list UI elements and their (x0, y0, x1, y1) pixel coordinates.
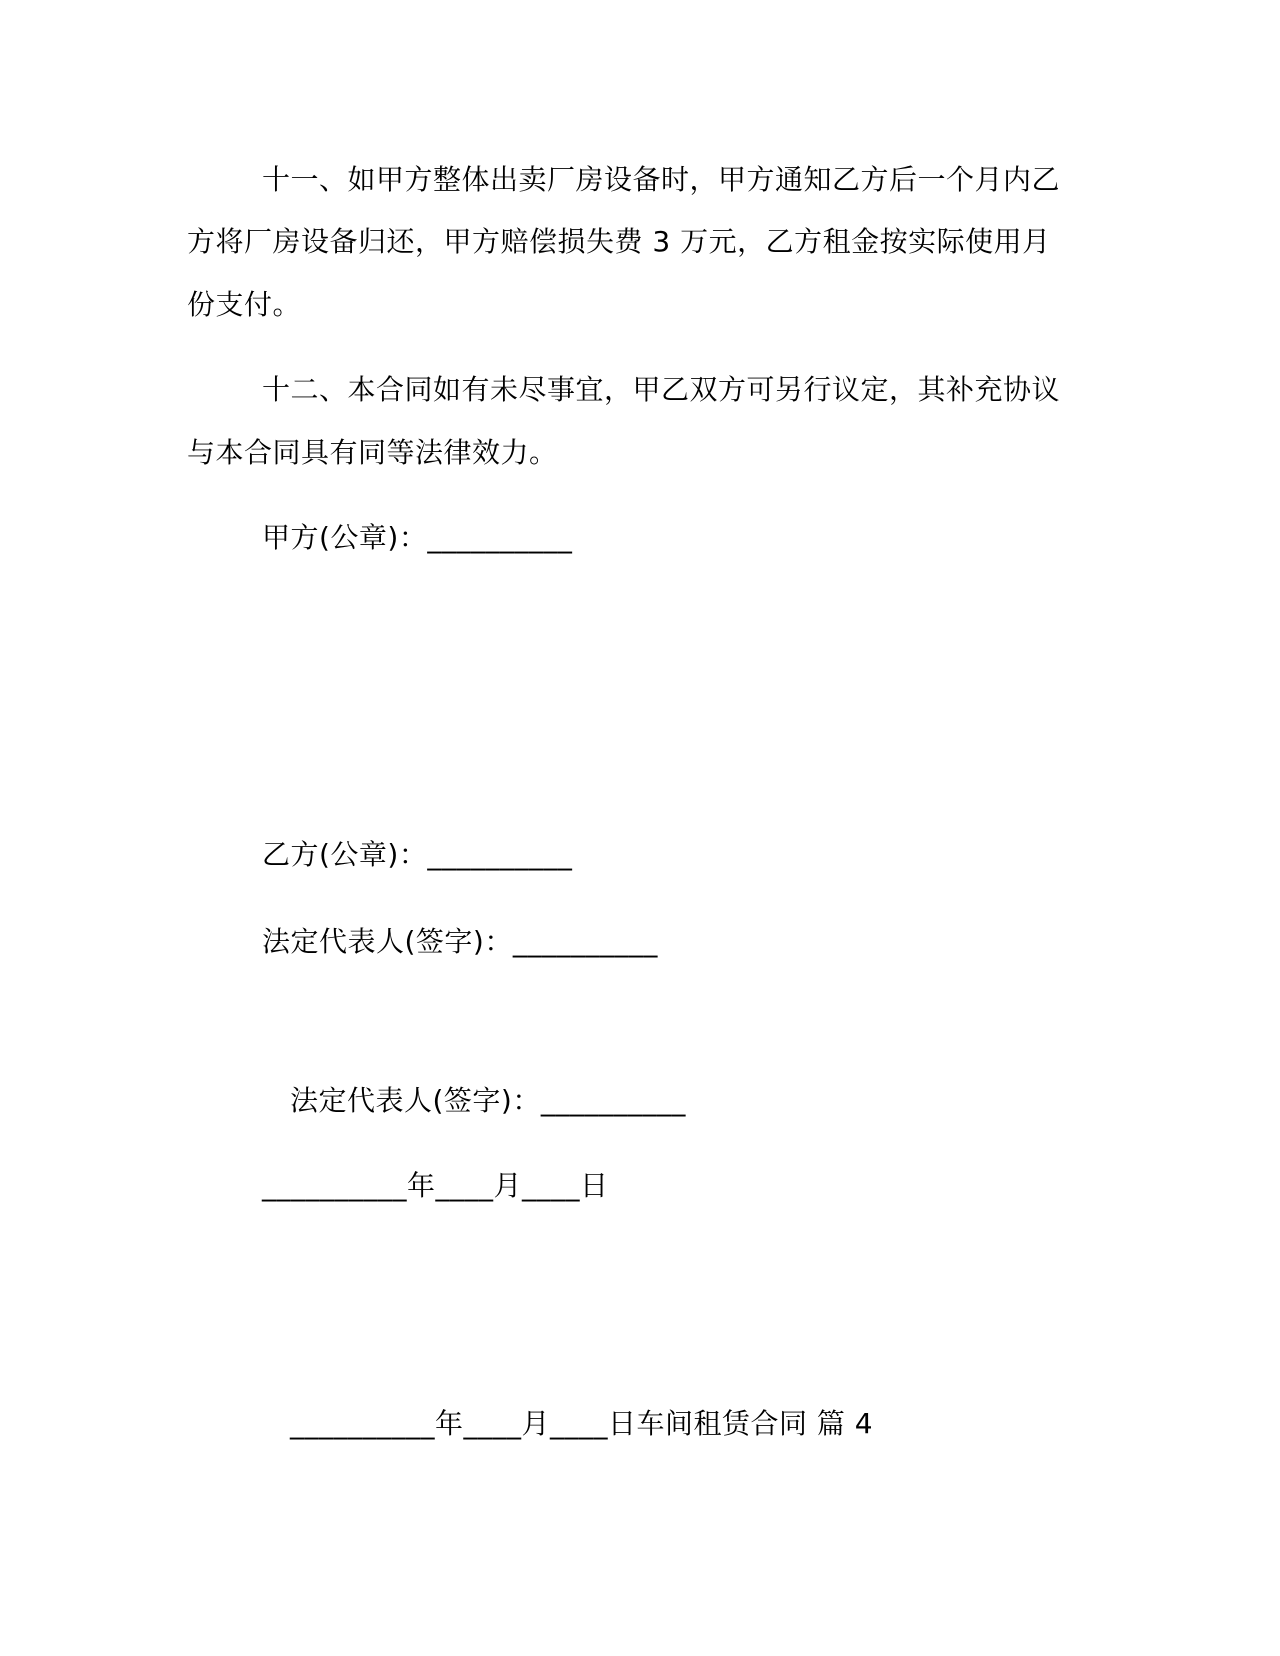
party-b-seal-line: 乙方(公章)：__________ (262, 838, 573, 871)
legal-rep-signature-line-1: 法定代表人(签字)：__________ (262, 925, 658, 958)
clause-11-line-2: 方将厂房设备归还，甲方赔偿损失费 3 万元，乙方租金按实际使用月 (187, 225, 1051, 258)
party-a-seal-line: 甲方(公章)：__________ (262, 521, 573, 554)
clause-12-line-1: 十二、本合同如有未尽事宜，甲乙双方可另行议定，其补充协议 (262, 373, 1061, 406)
clause-11-line-1: 十一、如甲方整体出卖厂房设备时，甲方通知乙方后一个月内乙 (262, 163, 1061, 196)
date-line: __________年____月____日 (262, 1169, 609, 1202)
clause-11-line-3: 份支付。 (187, 288, 302, 321)
clause-12-line-2: 与本合同具有同等法律效力。 (187, 436, 558, 469)
next-contract-title: __________年____月____日车间租赁合同 篇 4 (290, 1407, 874, 1440)
legal-rep-signature-line-2: 法定代表人(签字)：__________ (290, 1084, 686, 1117)
